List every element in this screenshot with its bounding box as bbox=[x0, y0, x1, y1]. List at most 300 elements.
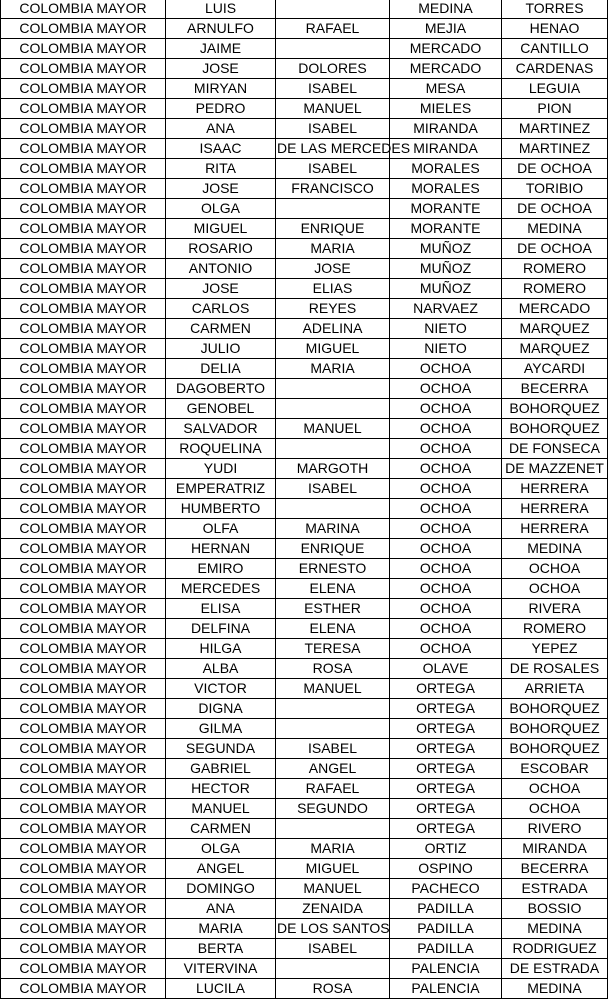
middle-name-cell: ISABEL bbox=[276, 159, 390, 179]
first-surname-cell: OCHOA bbox=[390, 479, 502, 499]
second-surname-cell: LEGUIA bbox=[502, 79, 608, 99]
second-surname-cell: ARRIETA bbox=[502, 679, 608, 699]
middle-name-cell bbox=[276, 379, 390, 399]
second-surname-cell: BOSSIO bbox=[502, 899, 608, 919]
program-cell: COLOMBIA MAYOR bbox=[1, 199, 166, 219]
second-surname-cell: DE ROSALES bbox=[502, 659, 608, 679]
second-surname-cell: OCHOA bbox=[502, 799, 608, 819]
first-surname-cell: ORTIZ bbox=[390, 839, 502, 859]
second-surname-cell: CANTILLO bbox=[502, 39, 608, 59]
program-cell: COLOMBIA MAYOR bbox=[1, 819, 166, 839]
table-row bbox=[1, 59, 608, 79]
first-surname-cell: MEDINA bbox=[390, 0, 502, 19]
first-surname-cell: OLAVE bbox=[390, 659, 502, 679]
second-surname-cell: HERRERA bbox=[502, 479, 608, 499]
first-surname-cell: MORANTE bbox=[390, 219, 502, 239]
first-surname-cell: PALENCIA bbox=[390, 979, 502, 999]
first-name-cell: JOSE bbox=[166, 59, 276, 79]
program-cell: COLOMBIA MAYOR bbox=[1, 559, 166, 579]
first-surname-cell: PADILLA bbox=[390, 939, 502, 959]
second-surname-cell: ESCOBAR bbox=[502, 759, 608, 779]
program-cell: COLOMBIA MAYOR bbox=[1, 539, 166, 559]
program-cell: COLOMBIA MAYOR bbox=[1, 139, 166, 159]
middle-name-cell: ADELINA bbox=[276, 319, 390, 339]
program-cell: COLOMBIA MAYOR bbox=[1, 79, 166, 99]
program-cell: COLOMBIA MAYOR bbox=[1, 499, 166, 519]
second-surname-cell: ROMERO bbox=[502, 279, 608, 299]
second-surname-cell: ESTRADA bbox=[502, 879, 608, 899]
first-name-cell: OLGA bbox=[166, 199, 276, 219]
table-row bbox=[1, 139, 608, 159]
middle-name-cell: ISABEL bbox=[276, 119, 390, 139]
first-name-cell: ALBA bbox=[166, 659, 276, 679]
program-cell: COLOMBIA MAYOR bbox=[1, 59, 166, 79]
middle-name-cell: MANUEL bbox=[276, 679, 390, 699]
table-row bbox=[1, 199, 608, 219]
first-surname-cell: MUÑOZ bbox=[390, 239, 502, 259]
first-name-cell: ISAAC bbox=[166, 139, 276, 159]
second-surname-cell: RIVERO bbox=[502, 819, 608, 839]
first-surname-cell: MUÑOZ bbox=[390, 279, 502, 299]
first-name-cell: DAGOBERTO bbox=[166, 379, 276, 399]
second-surname-cell: MEDINA bbox=[502, 219, 608, 239]
middle-name-cell: RAFAEL bbox=[276, 19, 390, 39]
first-name-cell: CARMEN bbox=[166, 319, 276, 339]
middle-name-cell: ISABEL bbox=[276, 479, 390, 499]
middle-name-cell bbox=[276, 399, 390, 419]
second-surname-cell: MEDINA bbox=[502, 919, 608, 939]
first-surname-cell: OCHOA bbox=[390, 579, 502, 599]
middle-name-cell bbox=[276, 0, 390, 19]
first-surname-cell: ORTEGA bbox=[390, 679, 502, 699]
program-cell: COLOMBIA MAYOR bbox=[1, 739, 166, 759]
middle-name-cell bbox=[276, 39, 390, 59]
table-row bbox=[1, 939, 608, 959]
table-row bbox=[1, 339, 608, 359]
table-row bbox=[1, 619, 608, 639]
middle-name-cell: MARIA bbox=[276, 239, 390, 259]
program-cell: COLOMBIA MAYOR bbox=[1, 119, 166, 139]
second-surname-cell: TORIBIO bbox=[502, 179, 608, 199]
table-row bbox=[1, 759, 608, 779]
table-row bbox=[1, 359, 608, 379]
table-row bbox=[1, 839, 608, 859]
middle-name-cell: MARIA bbox=[276, 359, 390, 379]
table-row bbox=[1, 99, 608, 119]
second-surname-cell: DE OCHOA bbox=[502, 159, 608, 179]
first-name-cell: GABRIEL bbox=[166, 759, 276, 779]
middle-name-cell: ROSA bbox=[276, 979, 390, 999]
program-cell: COLOMBIA MAYOR bbox=[1, 839, 166, 859]
first-name-cell: VITERVINA bbox=[166, 959, 276, 979]
first-name-cell: ANA bbox=[166, 899, 276, 919]
first-name-cell: JOSE bbox=[166, 179, 276, 199]
second-surname-cell: CARDENAS bbox=[502, 59, 608, 79]
second-surname-cell: MEDINA bbox=[502, 539, 608, 559]
first-surname-cell: OCHOA bbox=[390, 599, 502, 619]
first-name-cell: CARLOS bbox=[166, 299, 276, 319]
middle-name-cell: DE LAS MERCEDES bbox=[276, 139, 390, 159]
second-surname-cell: HERRERA bbox=[502, 499, 608, 519]
first-surname-cell: OCHOA bbox=[390, 459, 502, 479]
middle-name-cell: ANGEL bbox=[276, 759, 390, 779]
table-row bbox=[1, 379, 608, 399]
first-name-cell: LUCILA bbox=[166, 979, 276, 999]
first-name-cell: EMIRO bbox=[166, 559, 276, 579]
first-name-cell: GILMA bbox=[166, 719, 276, 739]
first-name-cell: ROQUELINA bbox=[166, 439, 276, 459]
second-surname-cell: AYCARDI bbox=[502, 359, 608, 379]
second-surname-cell: HENAO bbox=[502, 19, 608, 39]
program-cell: COLOMBIA MAYOR bbox=[1, 659, 166, 679]
table-row bbox=[1, 919, 608, 939]
second-surname-cell: RIVERA bbox=[502, 599, 608, 619]
program-cell: COLOMBIA MAYOR bbox=[1, 99, 166, 119]
middle-name-cell: ROSA bbox=[276, 659, 390, 679]
first-surname-cell: MERCADO bbox=[390, 59, 502, 79]
table-row bbox=[1, 719, 608, 739]
first-surname-cell: MESA bbox=[390, 79, 502, 99]
middle-name-cell: JOSE bbox=[276, 259, 390, 279]
middle-name-cell: ZENAIDA bbox=[276, 899, 390, 919]
table-row bbox=[1, 959, 608, 979]
second-surname-cell: DE FONSECA bbox=[502, 439, 608, 459]
first-surname-cell: MERCADO bbox=[390, 39, 502, 59]
second-surname-cell: BOHORQUEZ bbox=[502, 719, 608, 739]
first-name-cell: ROSARIO bbox=[166, 239, 276, 259]
program-cell: COLOMBIA MAYOR bbox=[1, 479, 166, 499]
first-name-cell: HECTOR bbox=[166, 779, 276, 799]
middle-name-cell: ESTHER bbox=[276, 599, 390, 619]
first-surname-cell: MIRANDA bbox=[390, 139, 502, 159]
first-name-cell: DIGNA bbox=[166, 699, 276, 719]
table-row bbox=[1, 819, 608, 839]
second-surname-cell: PION bbox=[502, 99, 608, 119]
first-name-cell: PEDRO bbox=[166, 99, 276, 119]
first-name-cell: HUMBERTO bbox=[166, 499, 276, 519]
table-row bbox=[1, 599, 608, 619]
program-cell: COLOMBIA MAYOR bbox=[1, 319, 166, 339]
program-cell: COLOMBIA MAYOR bbox=[1, 959, 166, 979]
first-surname-cell: NARVAEZ bbox=[390, 299, 502, 319]
first-surname-cell: OCHOA bbox=[390, 639, 502, 659]
second-surname-cell: BECERRA bbox=[502, 859, 608, 879]
first-name-cell: MERCEDES bbox=[166, 579, 276, 599]
second-surname-cell: HERRERA bbox=[502, 519, 608, 539]
second-surname-cell: MARQUEZ bbox=[502, 319, 608, 339]
middle-name-cell bbox=[276, 819, 390, 839]
first-surname-cell: ORTEGA bbox=[390, 759, 502, 779]
middle-name-cell: SEGUNDO bbox=[276, 799, 390, 819]
first-name-cell: HERNAN bbox=[166, 539, 276, 559]
program-cell: COLOMBIA MAYOR bbox=[1, 719, 166, 739]
second-surname-cell: BECERRA bbox=[502, 379, 608, 399]
first-surname-cell: OCHOA bbox=[390, 559, 502, 579]
middle-name-cell: MANUEL bbox=[276, 99, 390, 119]
first-name-cell: MANUEL bbox=[166, 799, 276, 819]
second-surname-cell: MARTINEZ bbox=[502, 119, 608, 139]
first-surname-cell: MORALES bbox=[390, 159, 502, 179]
middle-name-cell: MARINA bbox=[276, 519, 390, 539]
program-cell: COLOMBIA MAYOR bbox=[1, 259, 166, 279]
first-name-cell: MIGUEL bbox=[166, 219, 276, 239]
first-surname-cell: ORTEGA bbox=[390, 779, 502, 799]
first-surname-cell: OCHOA bbox=[390, 519, 502, 539]
middle-name-cell: DE LOS SANTOS bbox=[276, 919, 390, 939]
first-name-cell: OLGA bbox=[166, 839, 276, 859]
second-surname-cell: TORRES bbox=[502, 0, 608, 19]
program-cell: COLOMBIA MAYOR bbox=[1, 219, 166, 239]
first-name-cell: ANGEL bbox=[166, 859, 276, 879]
middle-name-cell: ISABEL bbox=[276, 79, 390, 99]
program-cell: COLOMBIA MAYOR bbox=[1, 939, 166, 959]
second-surname-cell: BOHORQUEZ bbox=[502, 739, 608, 759]
table-row bbox=[1, 739, 608, 759]
table-row bbox=[1, 519, 608, 539]
table-row bbox=[1, 799, 608, 819]
second-surname-cell: ROMERO bbox=[502, 619, 608, 639]
first-surname-cell: MUÑOZ bbox=[390, 259, 502, 279]
program-cell: COLOMBIA MAYOR bbox=[1, 339, 166, 359]
first-name-cell: EMPERATRIZ bbox=[166, 479, 276, 499]
program-cell: COLOMBIA MAYOR bbox=[1, 419, 166, 439]
program-cell: COLOMBIA MAYOR bbox=[1, 19, 166, 39]
first-surname-cell: OSPINO bbox=[390, 859, 502, 879]
second-surname-cell: OCHOA bbox=[502, 579, 608, 599]
table-row bbox=[1, 459, 608, 479]
second-surname-cell: YEPEZ bbox=[502, 639, 608, 659]
first-name-cell: SEGUNDA bbox=[166, 739, 276, 759]
first-name-cell: DELFINA bbox=[166, 619, 276, 639]
program-cell: COLOMBIA MAYOR bbox=[1, 879, 166, 899]
table-row bbox=[1, 119, 608, 139]
first-surname-cell: MORALES bbox=[390, 179, 502, 199]
table-row bbox=[1, 0, 608, 19]
first-surname-cell: ORTEGA bbox=[390, 819, 502, 839]
table-row bbox=[1, 159, 608, 179]
first-name-cell: RITA bbox=[166, 159, 276, 179]
middle-name-cell: ISABEL bbox=[276, 939, 390, 959]
middle-name-cell: REYES bbox=[276, 299, 390, 319]
first-name-cell: CARMEN bbox=[166, 819, 276, 839]
second-surname-cell: ROMERO bbox=[502, 259, 608, 279]
program-cell: COLOMBIA MAYOR bbox=[1, 159, 166, 179]
program-cell: COLOMBIA MAYOR bbox=[1, 579, 166, 599]
middle-name-cell: MIGUEL bbox=[276, 859, 390, 879]
second-surname-cell: MEDINA bbox=[502, 979, 608, 999]
program-cell: COLOMBIA MAYOR bbox=[1, 39, 166, 59]
table-row bbox=[1, 639, 608, 659]
program-cell: COLOMBIA MAYOR bbox=[1, 699, 166, 719]
second-surname-cell: DE ESTRADA bbox=[502, 959, 608, 979]
first-surname-cell: PALENCIA bbox=[390, 959, 502, 979]
first-surname-cell: OCHOA bbox=[390, 539, 502, 559]
first-name-cell: OLFA bbox=[166, 519, 276, 539]
first-name-cell: ANTONIO bbox=[166, 259, 276, 279]
middle-name-cell: ERNESTO bbox=[276, 559, 390, 579]
program-cell: COLOMBIA MAYOR bbox=[1, 519, 166, 539]
table-row bbox=[1, 539, 608, 559]
second-surname-cell: OCHOA bbox=[502, 559, 608, 579]
second-surname-cell: BOHORQUEZ bbox=[502, 419, 608, 439]
middle-name-cell: MARIA bbox=[276, 839, 390, 859]
middle-name-cell: ELENA bbox=[276, 579, 390, 599]
program-cell: COLOMBIA MAYOR bbox=[1, 899, 166, 919]
program-cell: COLOMBIA MAYOR bbox=[1, 799, 166, 819]
first-name-cell: SALVADOR bbox=[166, 419, 276, 439]
table-row bbox=[1, 659, 608, 679]
program-cell: COLOMBIA MAYOR bbox=[1, 859, 166, 879]
table-body bbox=[1, 0, 608, 999]
middle-name-cell: ISABEL bbox=[276, 739, 390, 759]
table-row bbox=[1, 559, 608, 579]
program-cell: COLOMBIA MAYOR bbox=[1, 599, 166, 619]
table-row bbox=[1, 19, 608, 39]
first-surname-cell: MEJIA bbox=[390, 19, 502, 39]
first-name-cell: GENOBEL bbox=[166, 399, 276, 419]
program-cell: COLOMBIA MAYOR bbox=[1, 0, 166, 19]
program-cell: COLOMBIA MAYOR bbox=[1, 179, 166, 199]
program-cell: COLOMBIA MAYOR bbox=[1, 439, 166, 459]
second-surname-cell: MARTINEZ bbox=[502, 139, 608, 159]
first-surname-cell: OCHOA bbox=[390, 419, 502, 439]
table-row bbox=[1, 419, 608, 439]
middle-name-cell bbox=[276, 959, 390, 979]
first-name-cell: LUIS bbox=[166, 0, 276, 19]
second-surname-cell: BOHORQUEZ bbox=[502, 399, 608, 419]
first-name-cell: DOMINGO bbox=[166, 879, 276, 899]
program-cell: COLOMBIA MAYOR bbox=[1, 399, 166, 419]
first-surname-cell: MORANTE bbox=[390, 199, 502, 219]
second-surname-cell: MIRANDA bbox=[502, 839, 608, 859]
first-surname-cell: ORTEGA bbox=[390, 699, 502, 719]
first-surname-cell: ORTEGA bbox=[390, 799, 502, 819]
program-cell: COLOMBIA MAYOR bbox=[1, 379, 166, 399]
first-name-cell: BERTA bbox=[166, 939, 276, 959]
middle-name-cell: ENRIQUE bbox=[276, 539, 390, 559]
program-cell: COLOMBIA MAYOR bbox=[1, 359, 166, 379]
program-cell: COLOMBIA MAYOR bbox=[1, 239, 166, 259]
first-surname-cell: MIELES bbox=[390, 99, 502, 119]
first-name-cell: YUDI bbox=[166, 459, 276, 479]
program-cell: COLOMBIA MAYOR bbox=[1, 759, 166, 779]
second-surname-cell: RODRIGUEZ bbox=[502, 939, 608, 959]
first-surname-cell: OCHOA bbox=[390, 439, 502, 459]
first-surname-cell: OCHOA bbox=[390, 359, 502, 379]
table-row bbox=[1, 239, 608, 259]
first-surname-cell: ORTEGA bbox=[390, 739, 502, 759]
middle-name-cell: ELIAS bbox=[276, 279, 390, 299]
middle-name-cell: MANUEL bbox=[276, 879, 390, 899]
middle-name-cell bbox=[276, 699, 390, 719]
first-name-cell: ELISA bbox=[166, 599, 276, 619]
first-name-cell: ARNULFO bbox=[166, 19, 276, 39]
first-name-cell: ANA bbox=[166, 119, 276, 139]
first-surname-cell: PADILLA bbox=[390, 899, 502, 919]
second-surname-cell: MARQUEZ bbox=[502, 339, 608, 359]
table-row bbox=[1, 79, 608, 99]
second-surname-cell: OCHOA bbox=[502, 779, 608, 799]
program-cell: COLOMBIA MAYOR bbox=[1, 979, 166, 999]
program-cell: COLOMBIA MAYOR bbox=[1, 919, 166, 939]
table-row bbox=[1, 979, 608, 999]
table-row bbox=[1, 259, 608, 279]
middle-name-cell: MARGOTH bbox=[276, 459, 390, 479]
table-row bbox=[1, 299, 608, 319]
middle-name-cell: ENRIQUE bbox=[276, 219, 390, 239]
first-surname-cell: PADILLA bbox=[390, 919, 502, 939]
program-cell: COLOMBIA MAYOR bbox=[1, 299, 166, 319]
first-surname-cell: OCHOA bbox=[390, 399, 502, 419]
program-cell: COLOMBIA MAYOR bbox=[1, 779, 166, 799]
table-row bbox=[1, 779, 608, 799]
program-cell: COLOMBIA MAYOR bbox=[1, 279, 166, 299]
first-surname-cell: OCHOA bbox=[390, 379, 502, 399]
second-surname-cell: BOHORQUEZ bbox=[502, 699, 608, 719]
middle-name-cell: DOLORES bbox=[276, 59, 390, 79]
table-row bbox=[1, 499, 608, 519]
first-surname-cell: ORTEGA bbox=[390, 719, 502, 739]
program-cell: COLOMBIA MAYOR bbox=[1, 679, 166, 699]
middle-name-cell: ELENA bbox=[276, 619, 390, 639]
middle-name-cell: MANUEL bbox=[276, 419, 390, 439]
middle-name-cell: RAFAEL bbox=[276, 779, 390, 799]
table-row bbox=[1, 219, 608, 239]
middle-name-cell bbox=[276, 439, 390, 459]
program-cell: COLOMBIA MAYOR bbox=[1, 639, 166, 659]
table-row bbox=[1, 439, 608, 459]
table-row bbox=[1, 679, 608, 699]
first-name-cell: JAIME bbox=[166, 39, 276, 59]
middle-name-cell bbox=[276, 719, 390, 739]
first-name-cell: DELIA bbox=[166, 359, 276, 379]
table-row bbox=[1, 279, 608, 299]
middle-name-cell: MIGUEL bbox=[276, 339, 390, 359]
first-surname-cell: PACHECO bbox=[390, 879, 502, 899]
first-surname-cell: OCHOA bbox=[390, 499, 502, 519]
program-cell: COLOMBIA MAYOR bbox=[1, 459, 166, 479]
first-surname-cell: MIRANDA bbox=[390, 119, 502, 139]
table-row bbox=[1, 399, 608, 419]
middle-name-cell: TERESA bbox=[276, 639, 390, 659]
table-row bbox=[1, 579, 608, 599]
middle-name-cell: FRANCISCO bbox=[276, 179, 390, 199]
table-row bbox=[1, 319, 608, 339]
table-row bbox=[1, 699, 608, 719]
second-surname-cell: DE OCHOA bbox=[502, 199, 608, 219]
second-surname-cell: MERCADO bbox=[502, 299, 608, 319]
first-surname-cell: NIETO bbox=[390, 339, 502, 359]
table-row bbox=[1, 859, 608, 879]
first-name-cell: HILGA bbox=[166, 639, 276, 659]
table-row bbox=[1, 879, 608, 899]
first-name-cell: JOSE bbox=[166, 279, 276, 299]
program-cell: COLOMBIA MAYOR bbox=[1, 619, 166, 639]
table-row bbox=[1, 479, 608, 499]
first-name-cell: JULIO bbox=[166, 339, 276, 359]
table-row bbox=[1, 179, 608, 199]
first-name-cell: VICTOR bbox=[166, 679, 276, 699]
first-name-cell: MIRYAN bbox=[166, 79, 276, 99]
first-surname-cell: OCHOA bbox=[390, 619, 502, 639]
second-surname-cell: DE OCHOA bbox=[502, 239, 608, 259]
second-surname-cell: DE MAZZENET bbox=[502, 459, 608, 479]
table-row bbox=[1, 899, 608, 919]
table-row bbox=[1, 39, 608, 59]
first-surname-cell: NIETO bbox=[390, 319, 502, 339]
middle-name-cell bbox=[276, 199, 390, 219]
first-name-cell: MARIA bbox=[166, 919, 276, 939]
